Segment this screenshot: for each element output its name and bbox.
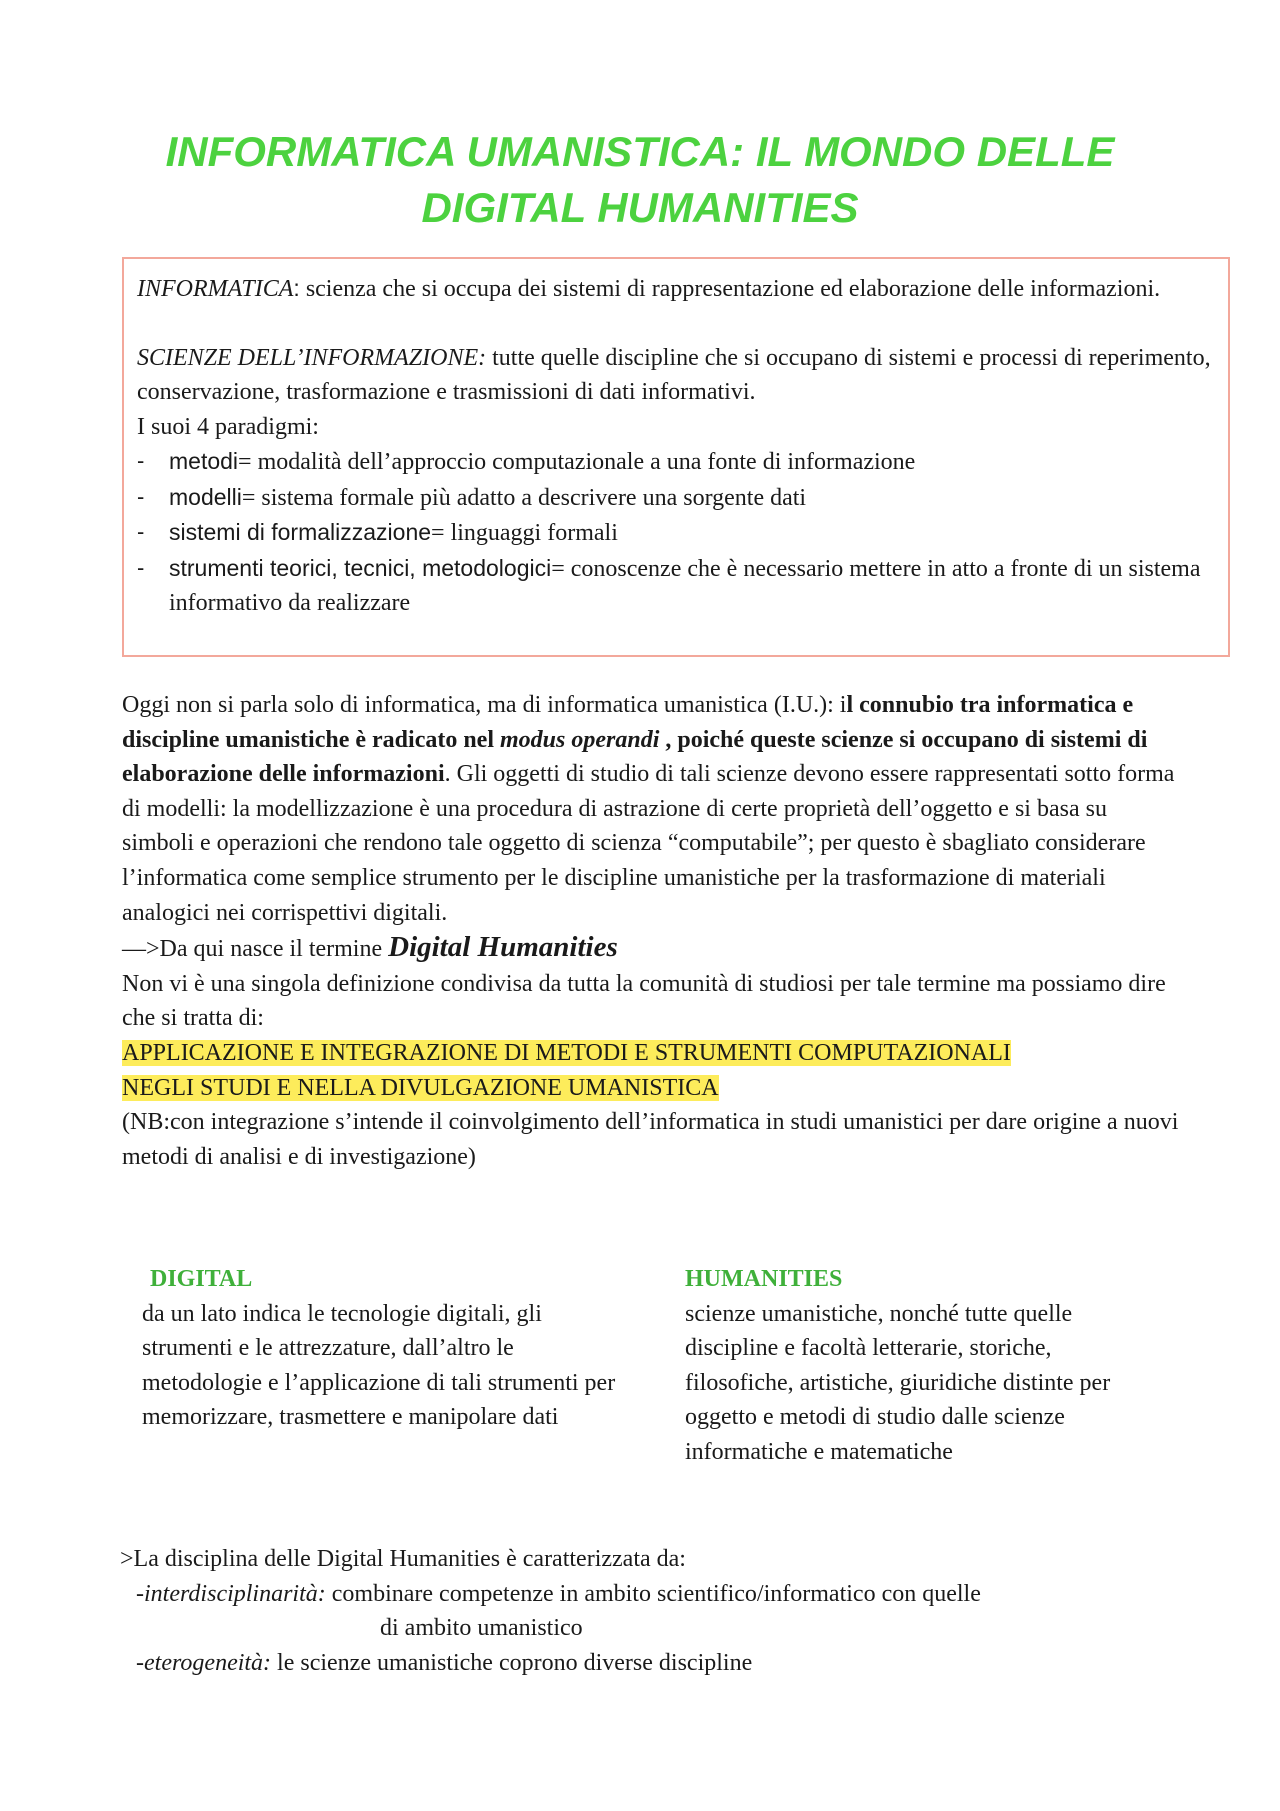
paradigm-def: = modalità dell’approccio computazionale a una fonte di informazione (238, 449, 916, 475)
humanities-heading: HUMANITIES (685, 1266, 843, 1292)
page-title (120, 124, 1160, 236)
list-item (137, 551, 1216, 621)
feature-term: -interdisciplinarità: (136, 1580, 326, 1607)
dash-bullet: - (137, 483, 145, 509)
informatica-def: scienza che si occupa dei sistemi di rappresentazione ed elaborazione delle informazioni. (299, 276, 1161, 302)
main-text (122, 688, 1182, 1174)
feature-heterogeneity (120, 1646, 1180, 1681)
list-item (137, 515, 1216, 551)
paradigmi-intro: I suoi 4 paradigmi: (137, 413, 319, 440)
highlight-line-1: APPLICAZIONE E INTEGRAZIONE DI METODI E STRUMENTI COMPUTAZIONALI (122, 1039, 1011, 1066)
dash-bullet: - (137, 554, 145, 580)
dash-bullet: - (137, 519, 145, 544)
informatica-term: INFORMATICA (137, 276, 294, 302)
bold-run: l connubio tra informatica e discipline umanistiche è radicato nel (122, 692, 1134, 753)
feature-term: -eterogeneità: (136, 1649, 272, 1676)
digital-heading: DIGITAL (150, 1266, 253, 1292)
feature-interdisciplinarity (120, 1577, 1180, 1612)
paragraph-definition: Non vi è una singola definizione condivisa da tutta la comunità di studiosi per tale termine ma possiamo dire che si tratta di: (122, 970, 1166, 1032)
paradigm-def: = conoscenze che è necessario mettere in atto a fronte di un sistema informativo da realizzare (169, 555, 1201, 616)
title-line-1: INFORMATICA UMANISTICA: IL MONDO DELLE (165, 128, 1115, 175)
digital-column (142, 1262, 622, 1435)
paradigm-def: = linguaggi formali (431, 520, 618, 546)
text-run: . Gli oggetti di studio di tali scienze devono essere rappresentati sotto forma di modelli: la modellizzazione è una procedura di astrazione di certe proprietà dell’oggetto e si basa su simboli e operazioni che rendono tale oggetto di scienza “computabile”; per questo è sbagliato considerare l’informatica come semplice strumento per le discipline umanistiche per la trasformazione di materiali analogici nei corrispettivi digitali. (122, 761, 1175, 926)
scienze-term: SCIENZE DELL’INFORMAZIONE: (137, 344, 487, 371)
paradigm-term: modelli (169, 483, 242, 510)
dash-bullet: - (137, 448, 145, 473)
list-item (137, 444, 1216, 480)
paragraph-intro (122, 688, 1182, 930)
text-run: Oggi non si parla solo di informatica, ma di informatica umanistica (I.U.): i (122, 692, 847, 718)
humanities-column (685, 1262, 1165, 1469)
digital-text: da un lato indica le tecnologie digitali, gli strumenti e le attrezzature, dall’altro le metodologie e l’applicazione di tali strumenti per memorizzare, trasmettere e manipolare dati (142, 1300, 616, 1430)
list-item (137, 480, 1216, 516)
digital-humanities-term: Digital Humanities (388, 931, 618, 964)
paradigmi-list (137, 444, 1216, 621)
paradigm-term: metodi (169, 448, 239, 474)
scienze-def: tutte quelle discipline che si occupano di sistemi e processi di reperimento, conservazione, trasformazione e trasmissioni di dati informativi. (137, 344, 1211, 405)
informatica-colon: : (293, 275, 300, 301)
definitions-box (122, 257, 1230, 657)
feature-def: le scienze umanistiche coprono diverse discipline (271, 1649, 753, 1676)
bold-run: , poiché queste scienze si occupano di sistemi di elaborazione delle informazioni (122, 726, 1148, 788)
paragraph-dh (122, 930, 1182, 967)
feature-def: combinare competenze in ambito scientifico/informatico con quelle (325, 1580, 981, 1607)
scienze-definition (137, 341, 1216, 410)
text-run: —>Da qui nasce il termine (122, 936, 389, 963)
paradigm-term: sistemi di formalizzazione (169, 519, 432, 545)
bold-italic-run: modus operandi (500, 726, 660, 753)
highlighted-definition (122, 1036, 1182, 1105)
features-intro: >La disciplina delle Digital Humanities è caratterizzata da: (120, 1546, 686, 1572)
highlight-line-2: NEGLI STUDI E NELLA DIVULGAZIONE UMANISTICA (122, 1074, 719, 1101)
paragraph-note: (NB:con integrazione s’intende il coinvolgimento dell’informatica in studi umanistici per dare origine a nuovi metodi di analisi e di investigazione) (122, 1109, 1179, 1170)
paradigm-term: strumenti teorici, tecnici, metodologici (169, 554, 552, 581)
paradigm-def: = sistema formale più adatto a descrivere una sorgente dati (241, 484, 807, 511)
features-section (120, 1542, 1180, 1680)
title-line-2: DIGITAL HUMANITIES (421, 184, 859, 231)
feature-interdisciplinarity-cont: di ambito umanistico (380, 1615, 583, 1641)
humanities-text: scienze umanistiche, nonché tutte quelle discipline e facoltà letterarie, storiche, filosofiche, artistiche, giuridiche distinte per oggetto e metodi di studio dalle scienze informatiche e matematiche (685, 1300, 1111, 1465)
informatica-definition (137, 271, 1216, 307)
